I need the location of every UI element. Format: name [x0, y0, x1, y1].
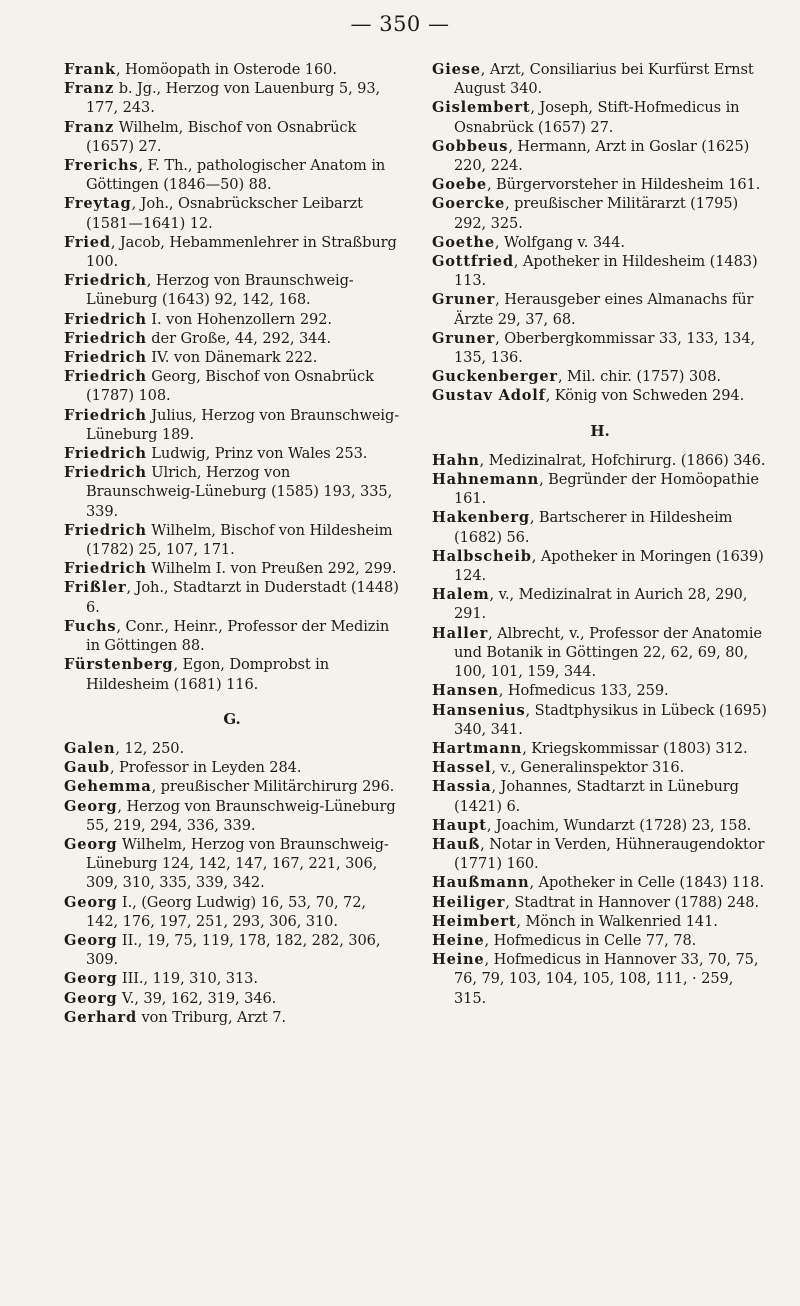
entry-details: , Kriegskommissar (1803) 312.: [522, 739, 748, 757]
entry-name: Gislembert: [432, 99, 531, 117]
entry-name: Frerichs: [64, 157, 139, 175]
index-entry: [64, 463, 400, 521]
entry-name: Haußmann: [432, 874, 530, 892]
entry-details: , Homöopath in Osterode 160.: [115, 61, 337, 78]
entry-name: Gerhard: [64, 1008, 137, 1026]
index-entry: [432, 98, 768, 136]
index-entry: [64, 777, 400, 796]
index-entry: [432, 624, 768, 682]
entry-details: , v., Generalinspektor 316.: [491, 759, 685, 777]
entry-details: Wilhelm I. von Preußen 292, 299.: [146, 560, 397, 578]
index-entry: [432, 290, 768, 328]
page-number: — 350 —: [350, 12, 450, 36]
entry-name: Hassel: [432, 759, 492, 777]
entry-name: Friedrich: [64, 349, 147, 367]
index-entry: [432, 681, 768, 700]
entry-name: Friedrich: [64, 560, 147, 578]
entry-details: Georg, Bischof von Osnabrück (1787) 108.: [86, 368, 374, 405]
entry-name: Fürstenberg: [64, 656, 174, 674]
entry-name: Heine: [432, 931, 485, 949]
entry-details: II., 19, 75, 119, 178, 182, 282, 306, 309.: [86, 931, 381, 969]
entry-details: , Joh., Stadtarzt in Duderstadt (1448) 6.: [86, 579, 399, 616]
entry-details: IV. von Dänemark 222.: [146, 349, 318, 367]
index-entry: [64, 989, 400, 1008]
index-entry: [64, 893, 400, 931]
right-column: [432, 60, 768, 1027]
index-entry: [64, 835, 400, 893]
index-entry: [432, 175, 768, 194]
index-entry: [64, 194, 400, 232]
entry-name: Frank: [64, 61, 116, 78]
entry-name: Galen: [64, 739, 116, 757]
entry-details: Julius, Herzog von Braunschweig-Lüneburg 189.: [86, 406, 400, 443]
entry-details: , Egon, Domprobst in Hildesheim (1681) 116.: [86, 656, 330, 693]
index-entry: [64, 444, 400, 463]
entry-name: Gruner: [432, 329, 496, 347]
index-entry: [64, 118, 400, 156]
entry-name: Franz: [64, 118, 115, 136]
entry-name: Gottfried: [432, 253, 514, 271]
entry-name: Heimbert: [432, 912, 517, 930]
index-entry: [432, 758, 768, 777]
index-entry: [432, 470, 768, 508]
index-entry: [432, 252, 768, 290]
entry-details: , Herausgeber eines Almanachs für Ärzte 29, 37, 68.: [454, 291, 754, 328]
entry-details: , Joh., Osnabrückscher Leibarzt (1581—1641) 12.: [86, 195, 363, 232]
entry-name: Heine: [432, 951, 485, 969]
entry-details: , Wolfgang v. 344.: [494, 233, 625, 251]
entry-details: , Oberbergkommissar 33, 133, 134, 135, 136.: [454, 329, 756, 367]
entry-details: , Medizinalrat, Hofchirurg. (1866) 346.: [479, 451, 766, 469]
entry-details: Wilhelm, Bischof von Hildesheim (1782) 25, 107, 171.: [86, 521, 393, 559]
entry-details: , preußischer Militärarzt (1795) 292, 325.: [454, 195, 739, 232]
entry-name: Friedrich: [64, 521, 147, 539]
entry-name: Gobbeus: [432, 137, 509, 155]
entry-name: Georg: [64, 893, 118, 911]
section-letter: H.: [590, 421, 610, 440]
entry-name: Friedrich: [64, 406, 147, 424]
entry-details: , Apotheker in Celle (1843) 118.: [529, 874, 764, 892]
index-entry: [64, 931, 400, 969]
entry-name: Goercke: [432, 195, 506, 213]
entry-name: Gehemma: [64, 778, 152, 796]
index-entry: [64, 79, 400, 117]
index-entry: [64, 60, 400, 79]
index-entry: [64, 559, 400, 578]
index-entry: [432, 367, 768, 386]
index-entry: [64, 1008, 400, 1027]
entry-details: , Arzt, Consiliarius bei Kurfürst Ernst August 340.: [454, 61, 754, 98]
entry-name: Heiliger: [432, 893, 506, 911]
entry-details: , Bürgervorsteher in Hildesheim 161.: [486, 176, 761, 194]
index-entry: [64, 739, 400, 758]
entry-details: , Hofmedicus 133, 259.: [498, 682, 669, 700]
entry-details: III., 119, 310, 313.: [117, 970, 258, 988]
index-entry: [432, 777, 768, 815]
entry-details: Wilhelm, Bischof von Osnabrück (1657) 27.: [86, 118, 357, 155]
entry-name: Hahnemann: [432, 471, 540, 489]
entry-name: Friedrich: [64, 272, 147, 290]
index-entry: [432, 816, 768, 835]
index-entry: [64, 521, 400, 559]
index-entry: [432, 873, 768, 892]
index-entry: [432, 739, 768, 758]
entry-name: Georg: [64, 931, 118, 949]
entry-name: Friedrich: [64, 368, 147, 386]
entry-name: Friedrich: [64, 445, 147, 463]
entry-name: Hartmann: [432, 739, 523, 757]
entry-details: , Mönch in Walkenried 141.: [516, 912, 718, 930]
entry-name: Freytag: [64, 195, 132, 213]
index-entry: [432, 835, 768, 873]
index-entry: [432, 137, 768, 175]
entry-name: Frißler: [64, 579, 127, 597]
index-entry: [432, 60, 768, 98]
index-entry: [432, 912, 768, 931]
entry-name: Giese: [432, 61, 481, 78]
index-entry: [432, 585, 768, 623]
index-entry: [64, 797, 400, 835]
index-entry: [432, 329, 768, 367]
index-entry: [64, 156, 400, 194]
entry-details: I. von Hohenzollern 292.: [146, 310, 332, 328]
entry-details: , Professor in Leyden 284.: [109, 759, 302, 777]
entry-name: Gruner: [432, 291, 496, 309]
entry-name: Friedrich: [64, 329, 147, 347]
entry-name: Haller: [432, 624, 489, 642]
entry-name: Goethe: [432, 233, 495, 251]
entry-details: , F. Th., pathologischer Anatom in Göttingen (1846—50) 88.: [86, 157, 386, 194]
entry-name: Friedrich: [64, 310, 147, 328]
entry-name: Halem: [432, 586, 490, 604]
entry-details: , Hofmedicus in Celle 77, 78.: [484, 931, 697, 949]
section-letter: G.: [223, 709, 241, 728]
entry-name: Guckenberger: [432, 368, 558, 386]
entry-details: , Stadtrat in Hannover (1788) 248.: [505, 893, 759, 911]
index-entry: [64, 271, 400, 309]
index-columns: [64, 60, 768, 1027]
entry-details: V., 39, 162, 319, 346.: [117, 989, 277, 1007]
entry-name: Georg: [64, 797, 118, 815]
index-entry: [432, 893, 768, 912]
entry-name: Fried: [64, 233, 111, 251]
entry-details: , Bartscherer in Hildesheim (1682) 56.: [454, 509, 733, 546]
index-entry: [64, 758, 400, 777]
entry-name: Georg: [64, 989, 118, 1007]
entry-name: Gustav Adolf: [432, 387, 546, 405]
entry-name: Georg: [64, 970, 118, 988]
entry-details: , Begründer der Homöopathie 161.: [454, 471, 759, 508]
index-entry: [432, 508, 768, 546]
entry-details: , 12, 250.: [115, 739, 184, 757]
entry-name: Fuchs: [64, 617, 117, 635]
entry-name: Hauß: [432, 835, 481, 853]
entry-details: b. Jg., Herzog von Lauenburg 5, 93, 177, 243.: [86, 80, 381, 117]
entry-name: Gaub: [64, 759, 110, 777]
entry-name: Hahn: [432, 451, 480, 469]
entry-name: Hakenberg: [432, 509, 530, 527]
entry-details: , Notar in Verden, Hühneraugendoktor (1771) 160.: [454, 835, 765, 873]
left-column: [64, 60, 400, 1027]
entry-details: I., (Georg Ludwig) 16, 53, 70, 72, 142, 176, 197, 251, 293, 306, 310.: [86, 893, 366, 930]
entry-details: , König von Schweden 294.: [545, 387, 745, 405]
index-entry: [64, 367, 400, 405]
entry-name: Halbscheib: [432, 547, 532, 565]
entry-details: , Stadtphysikus in Lübeck (1695) 340, 341.: [454, 701, 767, 738]
index-entry: [432, 451, 768, 470]
entry-details: von Triburg, Arzt 7.: [137, 1008, 286, 1026]
entry-name: Friedrich: [64, 464, 147, 482]
entry-details: , Apotheker in Hildesheim (1483) 113.: [454, 253, 758, 290]
entry-details: , preußischer Militärchirurg 296.: [151, 778, 395, 796]
index-entry: [432, 931, 768, 950]
index-entry: [64, 329, 400, 348]
entry-name: Haupt: [432, 816, 487, 834]
entry-details: , Herzog von Braunschweig-Lüneburg 55, 219, 294, 336, 339.: [86, 797, 396, 834]
index-entry: [64, 348, 400, 367]
index-entry: [432, 386, 768, 405]
entry-details: der Große, 44, 292, 344.: [146, 329, 332, 347]
entry-name: Hansen: [432, 682, 499, 700]
index-entry: [64, 617, 400, 655]
index-entry: [64, 655, 400, 693]
entry-details: , Hermann, Arzt in Goslar (1625) 220, 224.: [454, 137, 750, 175]
entry-details: , Herzog von Braunschweig-Lüneburg (1643) 92, 142, 168.: [86, 272, 354, 309]
entry-details: , v., Medizinalrat in Aurich 28, 290, 291.: [454, 586, 748, 623]
entry-details: , Jacob, Hebammenlehrer in Straßburg 100.: [86, 233, 397, 271]
index-entry: [64, 406, 400, 444]
entry-details: Ludwig, Prinz von Wales 253.: [146, 445, 368, 463]
index-entry: [432, 547, 768, 585]
entry-details: Wilhelm, Herzog von Braunschweig-Lüneburg 124, 142, 147, 167, 221, 306, 309, 310, 335, 339, 342.: [86, 835, 389, 892]
entry-details: , Mil. chir. (1757) 308.: [557, 368, 721, 386]
index-entry: [432, 233, 768, 252]
index-entry: [432, 950, 768, 1008]
entry-details: Ulrich, Herzog von Braunschweig-Lüneburg (1585) 193, 335, 339.: [86, 464, 393, 520]
index-entry: [64, 310, 400, 329]
entry-name: Franz: [64, 80, 115, 98]
entry-name: Hansenius: [432, 701, 526, 719]
entry-details: , Joseph, Stift-Hofmedicus in Osnabrück (1657) 27.: [454, 99, 740, 136]
index-entry: [64, 233, 400, 271]
index-entry: [432, 194, 768, 232]
entry-details: , Albrecht, v., Professor der Anatomie und Botanik in Göttingen 22, 62, 69, 80, 100, 101, 159, 344.: [454, 624, 762, 681]
entry-details: , Joachim, Wundarzt (1728) 23, 158.: [486, 816, 752, 834]
entry-details: , Apotheker in Moringen (1639) 124.: [454, 547, 764, 585]
entry-details: , Hofmedicus in Hannover 33, 70, 75, 76, 79, 103, 104, 105, 108, 111, · 259, 315.: [454, 951, 759, 1007]
index-entry: [432, 701, 768, 739]
entry-name: Georg: [64, 835, 118, 853]
entry-details: , Conr., Heinr., Professor der Medizin in Göttingen 88.: [86, 617, 390, 655]
entry-details: , Johannes, Stadtarzt in Lüneburg (1421) 6.: [454, 778, 739, 815]
index-entry: [64, 969, 400, 988]
entry-name: Hassia: [432, 778, 492, 796]
entry-name: Goebe: [432, 176, 487, 194]
index-entry: [64, 578, 400, 616]
